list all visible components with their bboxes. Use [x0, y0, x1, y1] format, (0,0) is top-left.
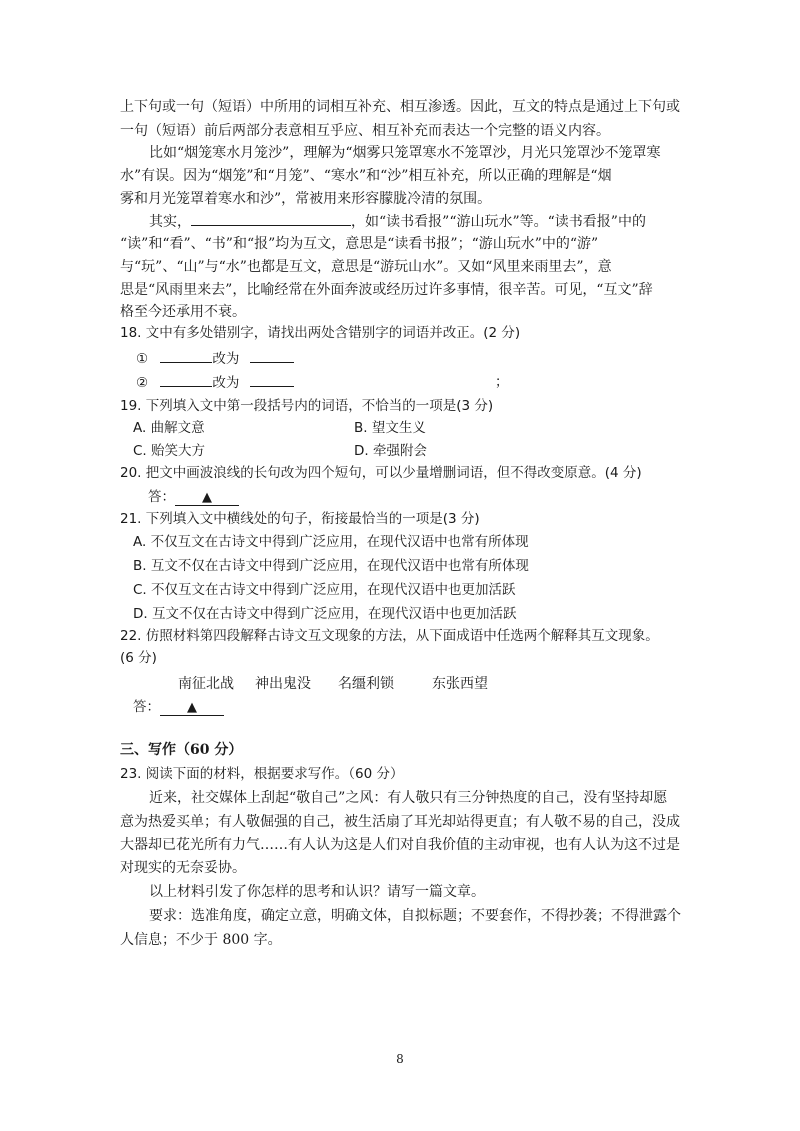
idiom-item: 东张西望 [432, 676, 488, 692]
question-18-stem: 18. 文中有多处错别字，请找出两处含错别字的词语并改正。(2 分) [120, 325, 521, 341]
question-19-option-b[interactable]: B. 望文生义 [354, 420, 426, 436]
passage-line: 雾和月光笼罩着寒水和沙”，常被用来形容朦胧冷清的氛围。 [120, 191, 492, 207]
question-19-option-c[interactable]: C. 贻笑大方 [133, 443, 206, 459]
passage-line: 上下句或一句（短语）中所用的词相互补充、相互渗透。因此，互文的特点是通过上下句或 [120, 99, 680, 115]
passage-line: 思是“风雨里来去”，比喻经常在外面奔波或经历过许多事情，很辛苦。可见，“互文”辞 [120, 282, 653, 298]
question-22-stem: 22. 仿照材料第四段解释古诗文互文现象的方法，从下面成语中任选两个解释其互文现象。 [120, 628, 659, 644]
question-20-answer [148, 487, 239, 507]
question-21-stem: 21. 下列填入文中横线处的句子，衔接最恰当的一项是(3 分) [120, 511, 480, 527]
answer-blank-correct[interactable] [250, 348, 294, 363]
idiom-item: 名缰利锁 [338, 676, 394, 692]
writing-requirements: 要求：选准角度，确定立意，明确文体，自拟标题；不要套作，不得抄袭；不得泄露个 [149, 908, 681, 924]
passage-line: 水”有误。因为“烟笼”和“月笼”、“寒水”和“沙”相互补充，所以正确的理解是“烟 [120, 168, 612, 184]
fill-in-blank-line[interactable] [191, 211, 351, 226]
answer-blank-correct[interactable] [250, 372, 294, 387]
question-21-option-d[interactable]: D. 互文不仅在古诗文中得到广泛应用，在现代汉语中也更加活跃 [133, 606, 517, 622]
idiom-item: 南征北战 [178, 676, 234, 692]
passage-line: 一句（短语）前后两部分表意相互乎应、相互补充而表达一个完整的语义内容。 [120, 123, 610, 139]
answer-marker-triangle[interactable]: ▲ [160, 700, 224, 716]
page-number: 8 [396, 1052, 404, 1066]
passage-line: 格至今还承用不衰。 [120, 304, 246, 320]
writing-requirements: 人信息；不少于 800 字。 [120, 932, 282, 948]
item-number: ② [136, 375, 149, 391]
passage-line: “读”和“看”、“书”和“报”均为互文，意思是“读看书报”；“游山玩水”中的“游” [120, 236, 599, 252]
answer-marker-triangle[interactable]: ▲ [175, 490, 239, 506]
answer-label: 答： [133, 699, 160, 715]
question-23-stem: 23. 阅读下面的材料，根据要求写作。（60 分） [120, 766, 404, 782]
change-to-label: 改为 [212, 351, 240, 367]
material-line: 对现实的无奈妥协。 [120, 860, 246, 876]
material-line: 意为热爱买单；有人敬倔强的自己，被生活扇了耳光却站得更直；有人敬不易的自己，没成 [120, 814, 680, 830]
question-18-item-1 [136, 348, 294, 369]
question-22-stem-points: (6 分) [120, 650, 157, 666]
question-19-option-d[interactable]: D. 牵强附会 [354, 443, 427, 459]
item-number: ① [136, 351, 149, 367]
question-19-option-a[interactable]: A. 曲解文意 [133, 420, 205, 436]
passage-text: ，如“读书看报”“游山玩水”等。“读书看报”中的 [351, 214, 646, 230]
idiom-item: 神出鬼没 [255, 676, 311, 692]
passage-line [149, 211, 646, 232]
question-21-option-b[interactable]: B. 互文不仅在古诗文中得到广泛应用，在现代汉语中也常有所体现 [133, 558, 529, 574]
change-to-label: 改为 [212, 375, 240, 391]
writing-prompt: 以上材料引发了你怎样的思考和认识？请写一篇文章。 [149, 884, 485, 900]
material-line: 近来，社交媒体上刮起“敬自己”之风：有人敬只有三分钟热度的自己，没有坚持却愿 [149, 790, 668, 806]
question-20-stem: 20. 把文中画波浪线的长句改为四个短句，可以少量增删词语，但不得改变原意。(4 分) [120, 465, 642, 481]
question-22-answer [133, 697, 224, 717]
answer-label: 答： [148, 489, 175, 505]
question-21-option-a[interactable]: A. 不仅互文在古诗文中得到广泛应用，在现代汉语中也常有所体现 [133, 534, 529, 550]
passage-text: 其实， [149, 214, 191, 230]
passage-line: 比如“烟笼寒水月笼沙”，理解为“烟雾只笼罩寒水不笼罩沙，月光只笼罩沙不笼罩寒 [149, 145, 661, 161]
section-heading: 三、写作（60 分） [120, 742, 243, 758]
answer-blank-wrong[interactable] [160, 372, 212, 387]
question-21-option-c[interactable]: C. 不仅互文在古诗文中得到广泛应用，在现代汉语中也更加活跃 [133, 582, 516, 598]
material-line: 大器却已花光所有力气……有人认为这是人们对自我价值的主动审视，也有人认为这不过是 [120, 837, 680, 853]
answer-blank-wrong[interactable] [160, 348, 212, 363]
semicolon-mark: ； [495, 374, 509, 390]
question-18-item-2 [136, 372, 294, 393]
question-19-stem: 19. 下列填入文中第一段括号内的词语，不恰当的一项是(3 分) [120, 398, 494, 414]
passage-line: 与“玩”、“山”与“水”也都是互文，意思是“游玩山水”。又如“风里来雨里去”，意 [120, 259, 612, 275]
